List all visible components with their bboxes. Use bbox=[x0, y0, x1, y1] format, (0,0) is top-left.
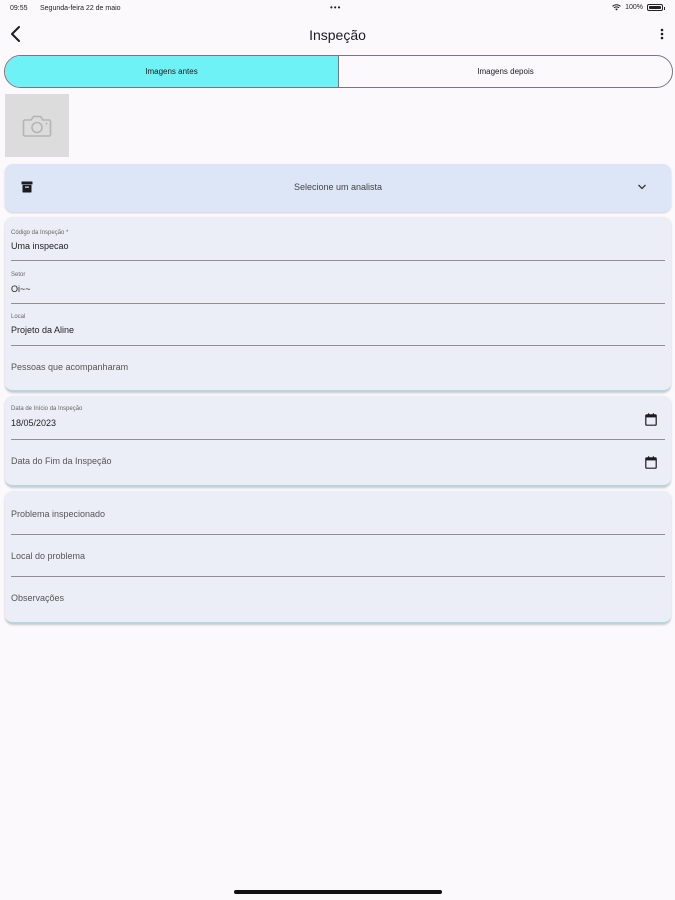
image-tabs bbox=[4, 55, 673, 88]
inspection-code-value: Uma inspecao bbox=[11, 241, 69, 251]
calendar-icon[interactable] bbox=[645, 456, 657, 469]
status-date: Segunda-feira 22 de maio bbox=[40, 5, 121, 12]
status-right bbox=[612, 4, 663, 11]
battery-percent: 100% bbox=[625, 4, 643, 11]
multitasking-dots[interactable]: ••• bbox=[330, 3, 342, 12]
camera-icon bbox=[22, 114, 52, 138]
home-indicator[interactable] bbox=[234, 890, 442, 894]
sector-label: Setor bbox=[11, 272, 26, 278]
tab-images-after[interactable]: Imagens depois bbox=[477, 67, 534, 76]
inspection-code-label: Código da Inspeção * bbox=[11, 230, 69, 236]
sector-field[interactable] bbox=[5, 261, 671, 304]
wifi-icon bbox=[612, 4, 621, 11]
chevron-down-icon bbox=[637, 183, 647, 191]
people-field[interactable] bbox=[5, 346, 671, 390]
location-label: Local bbox=[11, 314, 26, 320]
status-bar bbox=[0, 0, 675, 18]
start-date-value: 18/05/2023 bbox=[11, 418, 57, 428]
sector-value: Oi~~ bbox=[11, 284, 31, 294]
location-value: Projeto da Aline bbox=[11, 325, 75, 335]
inspection-dates-card bbox=[5, 396, 671, 487]
analyst-dropdown[interactable] bbox=[5, 164, 671, 212]
problem-placeholder: Problema inspecionado bbox=[11, 509, 106, 519]
start-date-field[interactable] bbox=[5, 396, 671, 440]
end-date-placeholder: Data do Fim da Inspeção bbox=[11, 456, 112, 466]
notes-field[interactable] bbox=[5, 577, 671, 622]
tab-images-before[interactable]: Imagens antes bbox=[5, 56, 339, 87]
problem-location-placeholder: Local do problema bbox=[11, 551, 86, 561]
problem-field[interactable] bbox=[5, 491, 671, 535]
page-title: Inspeção bbox=[309, 27, 366, 43]
people-placeholder: Pessoas que acompanharam bbox=[11, 362, 129, 372]
inspection-info-card bbox=[5, 217, 671, 392]
problem-location-field[interactable] bbox=[5, 535, 671, 577]
problem-card bbox=[5, 491, 671, 624]
app-bar bbox=[0, 20, 675, 50]
add-photo-button[interactable] bbox=[5, 94, 69, 157]
battery-icon bbox=[647, 4, 663, 11]
end-date-field[interactable] bbox=[5, 440, 671, 485]
status-time: 09:55 bbox=[10, 5, 28, 12]
analyst-dropdown-label: Selecione um analista bbox=[293, 182, 383, 192]
start-date-label: Data de Início da Inspeção bbox=[11, 406, 83, 412]
notes-placeholder: Observações bbox=[11, 593, 65, 603]
inspection-code-field[interactable] bbox=[5, 217, 671, 261]
location-field[interactable] bbox=[5, 304, 671, 346]
calendar-icon[interactable] bbox=[645, 413, 657, 426]
more-vert-icon[interactable] bbox=[659, 27, 665, 41]
